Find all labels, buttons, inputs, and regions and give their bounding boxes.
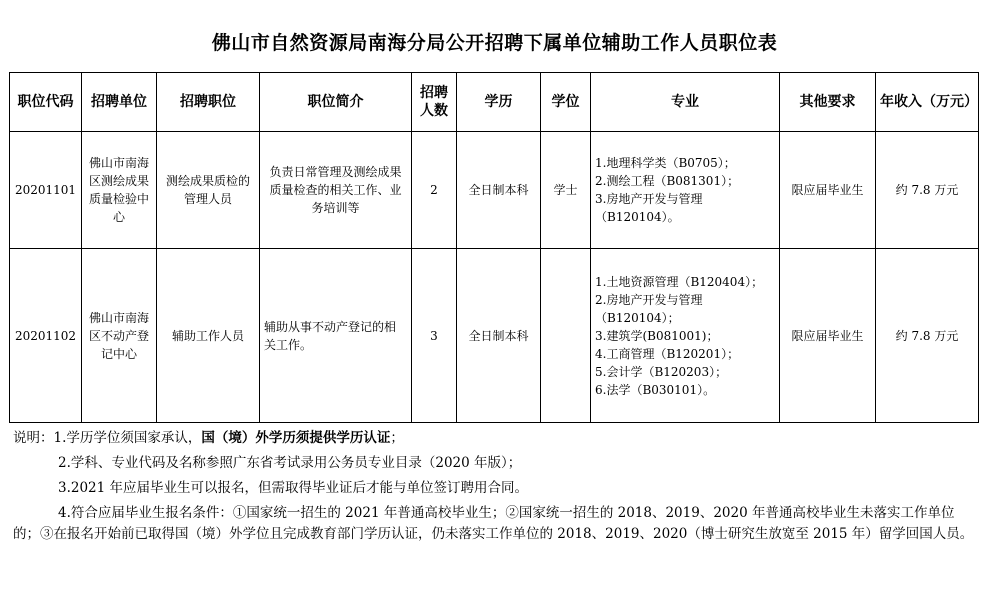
major-line: 5.会计学（B120203）； [595,364,728,379]
cell-position: 测绘成果质检的管理人员 [157,132,260,249]
cell-unit: 佛山市南海区测绘成果质量检验中心 [82,132,157,249]
header-degree: 学位 [541,73,591,132]
table-row [10,249,979,423]
cell-description: 辅助从事不动产登记的相关工作。 [260,249,412,423]
positions-table [9,72,979,423]
major-line: 1.土地资源管理（B120404）； [595,274,764,289]
major-line: 2.测绘工程（B081301）； [595,174,740,188]
cell-unit: 佛山市南海区不动产登记中心 [82,249,157,423]
cell-count: 2 [412,132,457,249]
cell-education: 全日制本科 [457,132,541,249]
note-1-text: 1.学历学位须国家承认， [53,430,202,446]
table-row [10,132,979,249]
header-code: 职位代码 [10,73,82,132]
major-line: （B120104）； [595,310,680,325]
cell-major [591,132,780,249]
table-header-row [10,73,979,132]
header-count: 招聘人数 [412,73,457,132]
cell-degree [541,249,591,423]
cell-position: 辅助工作人员 [157,249,260,423]
header-description: 职位简介 [260,73,412,132]
cell-income: 约 7.8 万元 [876,249,979,423]
cell-code: 20201101 [10,132,82,249]
header-position: 招聘职位 [157,73,260,132]
note-2: 2.学科、专业代码及名称参照广东省考试录用公务员专业目录（2020 年版）； [58,455,522,471]
header-unit: 招聘单位 [82,73,157,132]
notes-section [13,428,978,545]
header-income: 年收入（万元） [876,73,979,132]
cell-count: 3 [412,249,457,423]
cell-income: 约 7.8 万元 [876,132,979,249]
major-line: 3.房地产开发与管理 [595,192,703,206]
document-title: 佛山市自然资源局南海分局公开招聘下属单位辅助工作人员职位表 [211,32,778,54]
cell-education: 全日制本科 [457,249,541,423]
cell-description: 负责日常管理及测绘成果质量检查的相关工作、业务培训等 [260,132,412,249]
major-line: 3.建筑学(B081001)； [595,328,719,343]
header-other: 其他要求 [780,73,876,132]
major-line: 6.法学（B030101）。 [595,382,716,397]
major-line: 2.房地产开发与管理 [595,292,703,307]
cell-other: 限应届毕业生 [780,249,876,423]
major-line: （B120104）。 [595,210,680,224]
note-4: 4.符合应届毕业生报名条件：①国家统一招生的 2021 年普通高校毕业生；②国家统一招生的 2018、2019、2020 年普通高校毕业生未落实工作单位的；③在报名开始前已取得国（境）外学位且完成教育部门学历认证，仍未落实工作单位的 2018、2019、2020（博士研究生放宽至 2015 年）留学回国人员。 [13,505,974,542]
note-1-end: ； [390,430,404,446]
header-education: 学历 [457,73,541,132]
cell-major [591,249,780,423]
major-line: 4.工商管理（B120201）； [595,346,740,361]
cell-other: 限应届毕业生 [780,132,876,249]
note-3: 3.2021 年应届毕业生可以报名，但需取得毕业证后才能与单位签订聘用合同。 [58,480,529,496]
header-major: 专业 [591,73,780,132]
cell-degree: 学士 [541,132,591,249]
note-1 [13,428,978,449]
notes-prefix: 说明： [13,430,54,446]
cell-code: 20201102 [10,249,82,423]
major-line: 1.地理科学类（B0705）； [595,156,736,170]
note-1-bold: 国（境）外学历须提供学历认证 [201,430,391,446]
